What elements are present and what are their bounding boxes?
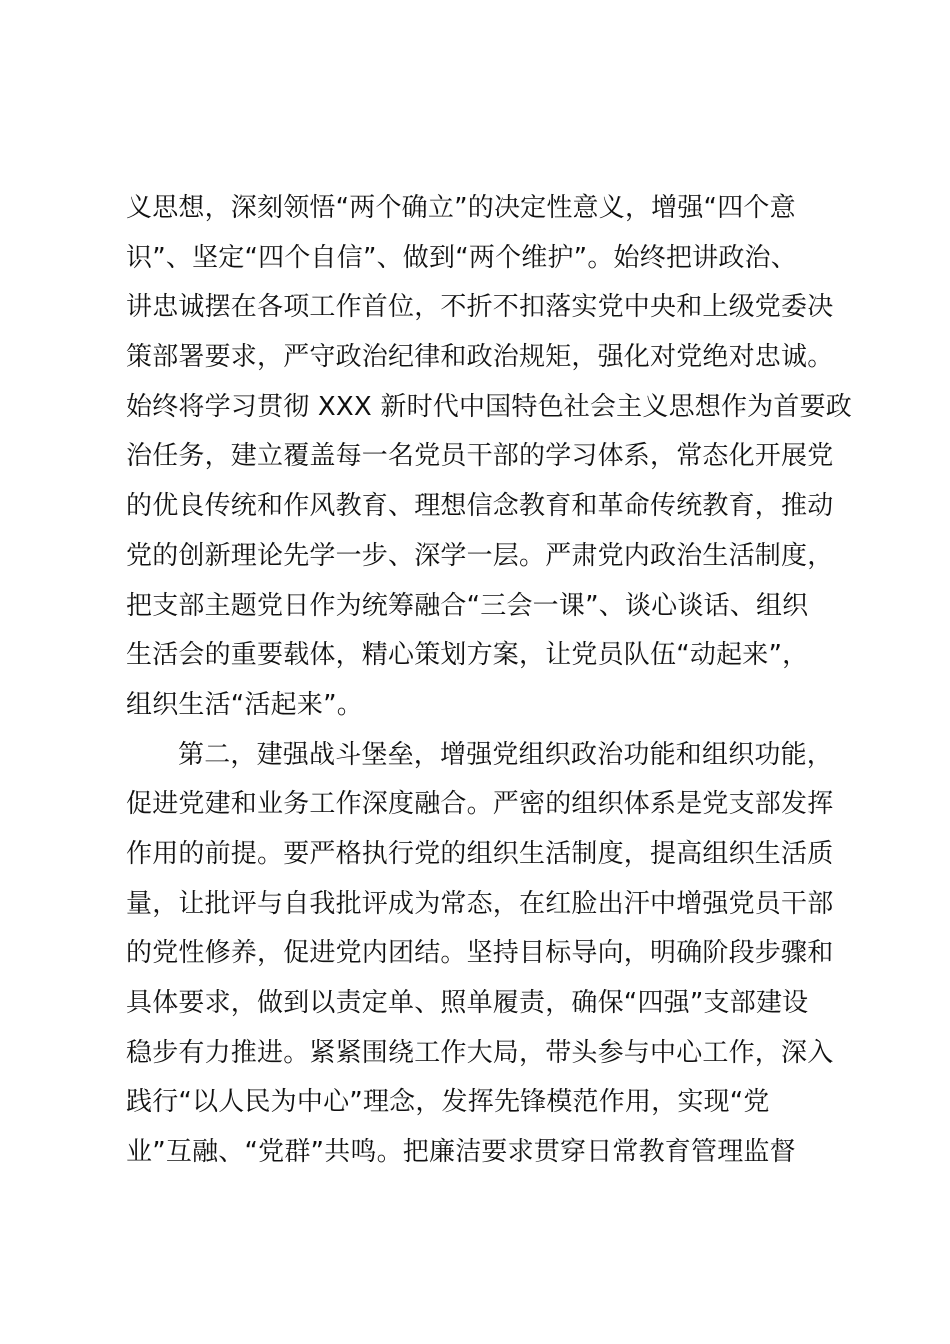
text-line: 量，让批评与自我批评成为常态，在红脸出汗中增强党员干部 (126, 888, 834, 919)
text-line: 义思想，深刻领悟“两个确立”的决定性意义，增强“四个意 (126, 193, 796, 223)
paragraph-start-line: 第二，建强战斗堡垒，增强党组织政治功能和组织功能， (178, 739, 834, 770)
text-line: 的党性修养，促进党内团结。坚持目标导向，明确阶段步骤和 (126, 938, 834, 969)
text-line: 具体要求，做到以责定单、照单履责，确保“四强”支部建设 (126, 988, 809, 1018)
text-line: 策部署要求，严守政治纪律和政治规矩，强化对党绝对忠诚。 (126, 342, 834, 373)
text-line: 的优良传统和作风教育、理想信念教育和革命传统教育，推动 (126, 491, 834, 522)
text-line: 识”、坚定“四个自信”、做到“两个维护”。始终把讲政治、 (126, 242, 797, 273)
text-line: 治任务，建立覆盖每一名党员干部的学习体系，常态化开展党 (126, 441, 834, 472)
text-line: 促进党建和业务工作深度融合。严密的组织体系是党支部发挥 (126, 789, 834, 820)
text-line: 稳步有力推进。紧紧围绕工作大局，带头参与中心工作，深入 (126, 1037, 834, 1068)
text-line: 业”互融、“党群”共鸣。把廉洁要求贯穿日常教育管理监督 (126, 1137, 796, 1168)
text-line: 讲忠诚摆在各项工作首位，不折不扣落实党中央和上级党委决 (126, 292, 834, 323)
text-line: 组织生活“活起来”。 (126, 689, 363, 720)
text-line: 始终将学习贯彻 XXX 新时代中国特色社会主义思想作为首要政 (126, 391, 852, 422)
text-line: 生活会的重要载体，精心策划方案，让党员队伍“动起来”， (126, 640, 809, 671)
text-line: 作用的前提。要严格执行党的组织生活制度，提高组织生活质 (126, 838, 834, 869)
text-line: 党的创新理论先学一步、深学一层。严肃党内政治生活制度， (126, 540, 834, 571)
text-line: 把支部主题党日作为统筹融合“三会一课”、谈心谈话、组织 (126, 590, 809, 621)
body-text (126, 184, 852, 1178)
text-line: 践行“以人民为中心”理念，发挥先锋模范作用，实现“党 (126, 1087, 770, 1118)
